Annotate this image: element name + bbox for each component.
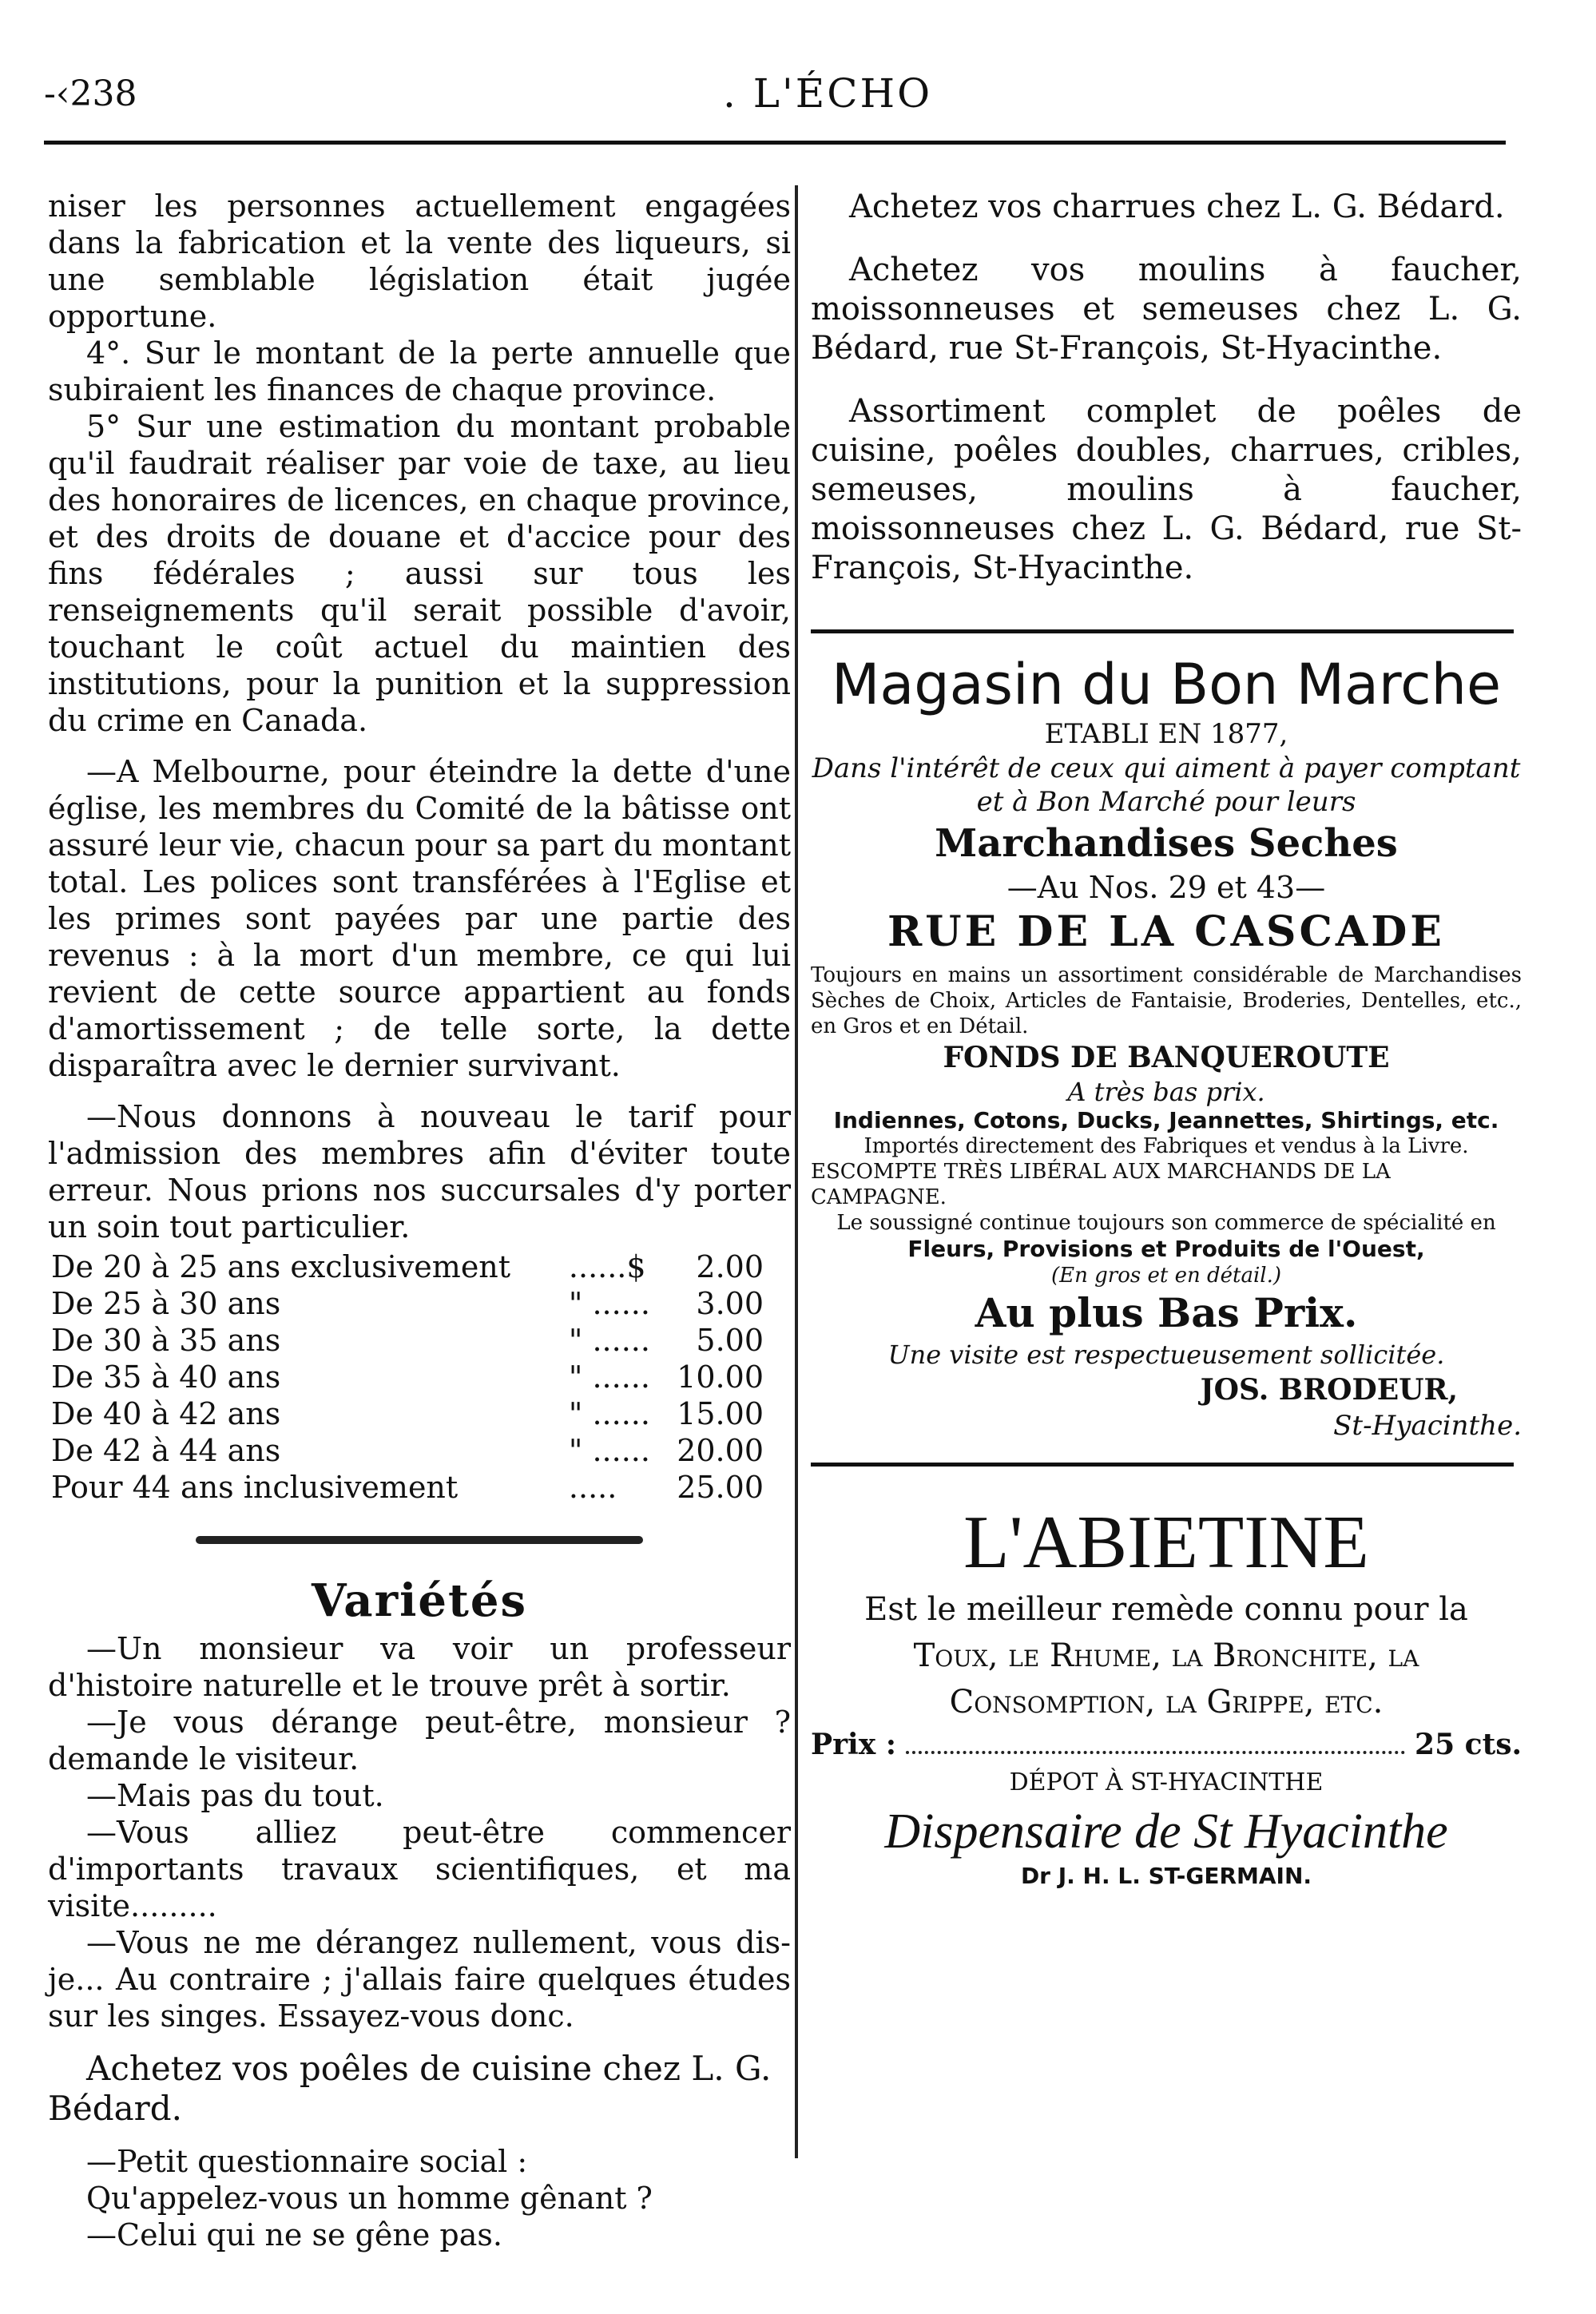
- prix-value: 25 cts.: [1415, 1728, 1522, 1761]
- visite-line: Une visite est respectueusement sollicitée.: [887, 1340, 1445, 1370]
- interet-line: Dans l'intérêt de ceux qui aiment à payer comptant et à Bon Marché pour leurs: [812, 752, 1521, 818]
- abietine-ad: [811, 1498, 1522, 1891]
- gros-detail-line: (En gros et en détail.): [1051, 1264, 1281, 1288]
- anecdote-line: —Je vous dérange peut-être, monsieur ? demande le visiteur.: [48, 1705, 791, 1776]
- bon-marche-ad: [811, 653, 1522, 1443]
- address-numbers: —Au Nos. 29 et 43—: [1006, 870, 1326, 905]
- table-row: De 20 à 25 ans exclusivement ......$ 2.00: [51, 1249, 764, 1284]
- header-rule: [44, 141, 1506, 145]
- escompte-line: ESCOMPTE TRÈS LIBÉRAL AUX MARCHANDS DE LA CAMPAGNE.: [811, 1160, 1391, 1209]
- abietine-text: Consomption, la Grippe, etc.: [949, 1684, 1384, 1721]
- table-row: De 42 à 44 ans " ...... 20.00: [51, 1433, 764, 1468]
- ornamental-rule: [196, 1536, 643, 1544]
- etabli-line: ETABLI EN 1877,: [1044, 718, 1288, 750]
- depot-line: DÉPOT À ST-HYACINTHE: [1009, 1768, 1324, 1796]
- varietes-heading: Variétés: [311, 1574, 528, 1627]
- abietine-title: L'ABIETINE: [963, 1501, 1369, 1584]
- anecdote-line: —Vous ne me dérangez nullement, vous dis-je... Au contraire ; j'allais faire quelques études sur les singes. Essayez-vous donc.: [48, 1925, 791, 2034]
- tariff-table: [48, 1248, 767, 1506]
- section-rule: [811, 1463, 1514, 1467]
- marchandises-heading: Marchandises Seches: [935, 821, 1398, 866]
- left-paragraph: 4°. Sur le montant de la perte annuelle que subiraient les finances de chaque province.: [48, 335, 791, 407]
- dispensaire-title: Dispensaire de St Hyacinthe: [884, 1804, 1448, 1859]
- section-rule: [811, 629, 1514, 633]
- doctor-name: Dr J. H. L. ST-GERMAIN.: [1020, 1863, 1312, 1889]
- questionnaire-question: Qu'appelez-vous un homme gênant ?: [86, 2181, 653, 2216]
- bon-marche-title: Magasin du Bon Marche: [831, 652, 1502, 717]
- au-plus-bas-prix: Au plus Bas Prix.: [975, 1289, 1358, 1336]
- anecdote-line: —Un monsieur va voir un professeur d'histoire naturelle et le trouve prêt à sortir.: [48, 1631, 791, 1703]
- anecdote-line: —Vous alliez peut-être commencer d'importants travaux scientifiques, et ma visite.........: [48, 1815, 791, 1923]
- table-row: De 30 à 35 ans " ...... 5.00: [51, 1323, 764, 1358]
- importes-line: Importés directement des Fabriques et vendus à la Livre.: [864, 1134, 1469, 1158]
- ad-charrues: Achetez vos charrues chez L. G. Bédard.: [849, 189, 1505, 225]
- brodeur-signature: JOS. BRODEUR,: [1200, 1373, 1458, 1407]
- tarif-paragraph: —Nous donnons à nouveau le tarif pour l'admission des membres afin d'éviter toute erreur. Nous prions nos succursales d'y porter un soin tout particulier.: [48, 1099, 791, 1244]
- st-hyacinthe-signature: St-Hyacinthe.: [1333, 1410, 1522, 1442]
- questionnaire-answer: —Celui qui ne se gêne pas.: [86, 2217, 502, 2252]
- fleurs-line: Fleurs, Provisions et Produits de l'Ouest,: [907, 1236, 1425, 1262]
- indiennes-line: Indiennes, Cotons, Ducks, Jeannettes, Shirtings, etc.: [833, 1107, 1499, 1133]
- table-row: De 25 à 30 ans " ...... 3.00: [51, 1286, 764, 1321]
- journal-title: . L'ÉCHO: [723, 70, 933, 117]
- anecdote-line: —Mais pas du tout.: [86, 1778, 384, 1813]
- toujours-text: Toujours en mains un assortiment considérable de Marchandises Sèches de Choix, Articles de Fantaisie, Broderies, Dentelles, etc., en Gros et en Détail.: [811, 963, 1522, 1038]
- left-column: [48, 188, 791, 2253]
- rue-cascade: RUE DE LA CASCADE: [887, 907, 1445, 956]
- ad-assortiment: Assortiment complet de poêles de cuisine, poêles doubles, charrues, cribles, semeuses, moulins à faucher, moissonneuses chez L. G. Bédard, rue St-François, St-Hyacinthe.: [811, 393, 1522, 586]
- page-number: -‹238: [44, 73, 137, 114]
- left-paragraph: 5° Sur une estimation du montant probable qu'il faudrait réaliser par voie de taxe, au lieu des honoraires de licences, en chaque province, et des droits de douane et d'accice pour des fins fédérales ; aussi sur tous les renseignements qu'il serait possible d'avoir, touchant le coût actuel du maintien des institutions, pour la punition et la suppression du crime en Canada.: [48, 409, 791, 738]
- right-column: [811, 188, 1522, 1891]
- tres-bas-prix: A très bas prix.: [1067, 1077, 1265, 1107]
- melbourne-paragraph: —A Melbourne, pour éteindre la dette d'une église, les membres du Comité de la bâtisse ont assuré leur vie, chacun pour sa part du montant total. Les polices sont transférées à l'Eglise et les primes sont payées par une partie des revenus : à la mort d'un membre, ce qui lui revient de cette source appartient au fonds d'amortissement ; de telle sorte, la dette disparaîtra avec le dernier survivant.: [48, 754, 791, 1083]
- ad-moulins: Achetez vos moulins à faucher, moissonneuses et semeuses chez L. G. Bédard, rue St-François, St-Hyacinthe.: [811, 252, 1522, 367]
- prix-label: Prix :: [811, 1728, 896, 1761]
- left-paragraph: niser les personnes actuellement engagées dans la fabrication et la vente des liqueurs, si une semblable législation était jugée opportune.: [48, 189, 791, 334]
- bedard-notice: Achetez vos poêles de cuisine chez L. G. Bédard.: [48, 2049, 772, 2128]
- fonds-banqueroute: FONDS DE BANQUEROUTE: [943, 1041, 1390, 1074]
- abietine-text: Toux, le Rhume, la Bronchite, la: [913, 1637, 1419, 1674]
- dot-leader: [906, 1741, 1405, 1754]
- prix-line: [811, 1725, 1522, 1764]
- column-divider: [795, 185, 798, 2158]
- table-row: De 35 à 40 ans " ...... 10.00: [51, 1359, 764, 1395]
- questionnaire-title: —Petit questionnaire social :: [86, 2144, 528, 2179]
- table-row: Pour 44 ans inclusivement ..... 25.00: [51, 1470, 764, 1505]
- abietine-text: Est le meilleur remède connu pour la: [864, 1591, 1468, 1628]
- table-row: De 40 à 42 ans " ...... 15.00: [51, 1396, 764, 1431]
- soussigne-line: Le soussigné continue toujours son commerce de spécialité en: [836, 1211, 1496, 1235]
